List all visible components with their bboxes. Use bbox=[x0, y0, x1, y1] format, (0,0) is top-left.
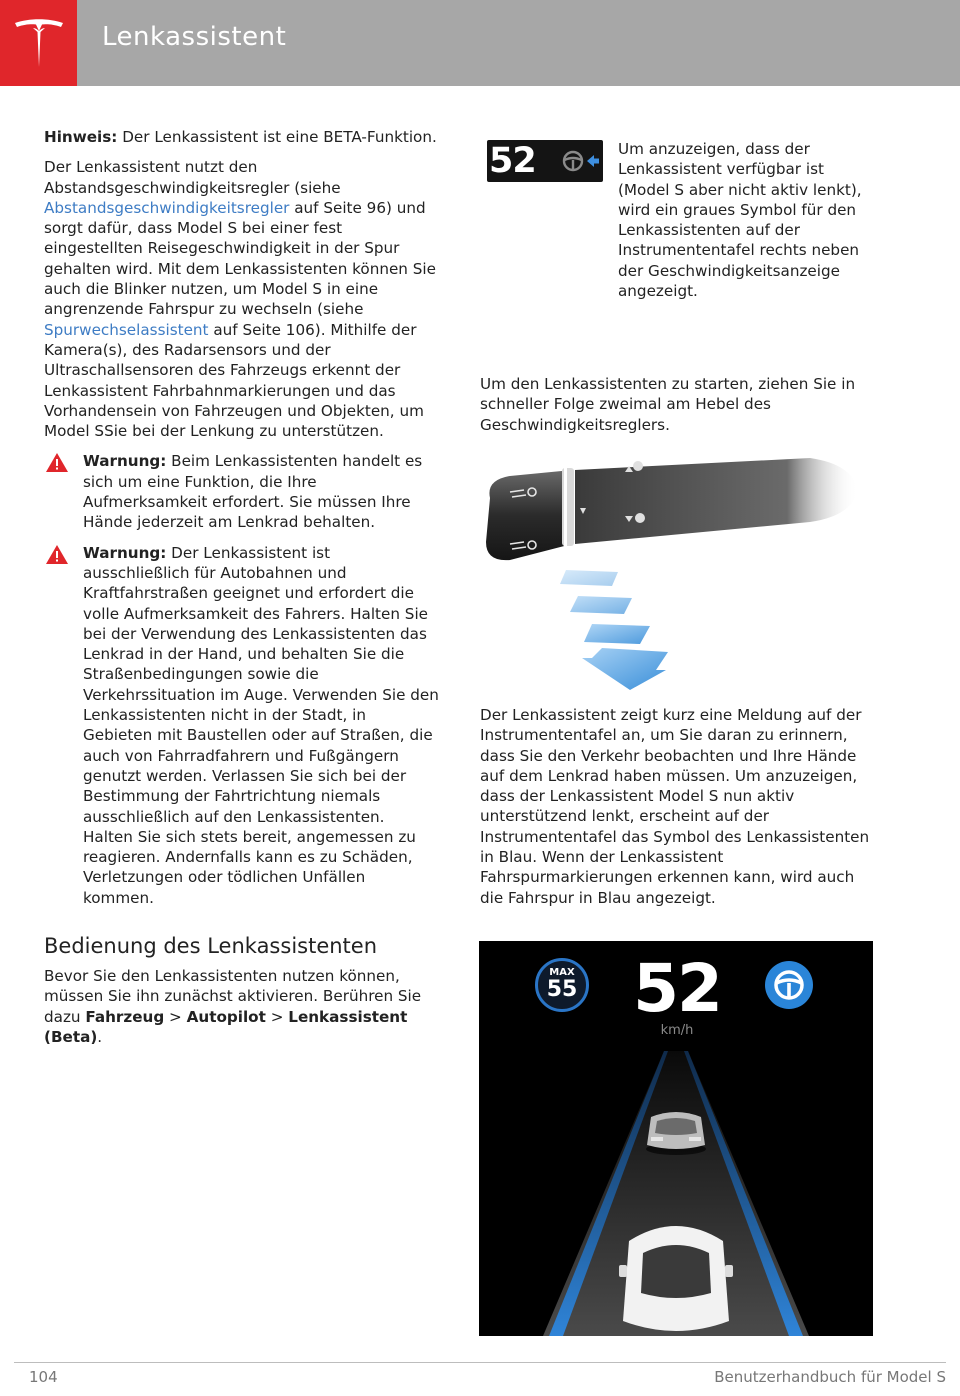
lead-vehicle bbox=[646, 1112, 706, 1155]
active-steering-description: Der Lenkassistent zeigt kurz eine Meldung auf der Instrumententafel an, um Sie daran zu erinnern, dass Sie den Verkehr beobachten und Ihre Hände auf dem Lenkrad haben müssen. Um anzuzeigen, dass der Lenkassistent Model S nun aktiv unterstützend lenkt, erscheint auf der Instrumententafel das Symbol des Lenkassistenten in Blau. Wenn der Lenkassistent Fahrspurmarkierungen erkennen kann, wird auch die Fahrspur in Blau angezeigt. bbox=[480, 706, 870, 907]
cruise-lever-illustration bbox=[480, 452, 873, 690]
note-label: Hinweis: bbox=[44, 128, 118, 146]
menu-separator: > bbox=[265, 1007, 289, 1026]
left-column bbox=[44, 127, 439, 1057]
tesla-logo-icon bbox=[13, 19, 65, 69]
menu-path-autosteer: Lenkassistent (Beta) bbox=[44, 1007, 408, 1046]
note-text: Der Lenkassistent ist eine BETA-Funktion. bbox=[117, 128, 437, 146]
section-paragraph bbox=[44, 966, 439, 1047]
footer-divider bbox=[14, 1362, 946, 1363]
page-number: 104 bbox=[29, 1368, 58, 1386]
warning-text: Der Lenkassistent ist ausschließlich für Autobahnen und Kraftfahrstraßen geeignet und erfordert die volle Aufmerksamkeit des Fahrers. Halten Sie bei der Verwendung des Lenkassistenten das Lenkrad in der Hand, und behalten Sie die Straßenbedingungen sowie die Verkehrssituation im Auge. Verwenden Sie den Lenkassistenten nicht in der Stadt, in Gebieten mit Baustellen oder auf Straßen, die auch von Fahrradfahrern und Fußgängern genutzt werden. Verlassen Sie sich bei der Bestimmung der Fahrtrichtung niemals ausschließlich auf den Lenkassistenten. Halten Sie sich stets bereit, angemessen zu reagieren. Andernfalls kann es zu Schäden, Verletzungen oder tödlichen Unfällen kommen. bbox=[83, 543, 439, 907]
sentence-end: . bbox=[97, 1027, 103, 1046]
warning-highway bbox=[44, 543, 439, 908]
speed-limit-badge bbox=[535, 958, 589, 1012]
grey-icon-description: Um anzuzeigen, dass der Lenkassistent verfügbar ist (Model S aber nicht aktiv lenkt), wird ein graues Symbol für den Lenkassistenten auf der Instrumententafel rechts neben der Geschwindigkeitsanzeige angezeigt. bbox=[618, 140, 862, 301]
intro-end: auf Seite 106). Mithilfe der Kamera(s), des Radarsensors und der Ultraschallsensoren des Fahrzeugs erkennt der Lenkassistent Fahrbahnmarkierungen und das Vorhandensein von Fahrzeugen und Objekten, um Model SSie bei der Lenkung zu unterstützen. bbox=[44, 320, 424, 441]
warning-triangle-icon bbox=[45, 452, 69, 473]
page-header bbox=[0, 0, 960, 86]
warning-triangle-icon bbox=[45, 544, 69, 565]
page-title: Lenkassistent bbox=[102, 22, 287, 52]
warning-label: Warnung: bbox=[83, 452, 167, 471]
start-instruction: Um den Lenkassistenten zu starten, ziehen Sie in schneller Folge zweimal am Hebel des Geschwindigkeitsreglers. bbox=[480, 375, 856, 434]
warning-hands bbox=[44, 451, 439, 532]
speed-value: 52 bbox=[489, 141, 536, 181]
warning-text: Beim Lenkassistenten handelt es sich um eine Funktion, die Ihre Aufmerksamkeit erfordert. Sie müssen Ihre Hände jederzeit am Lenkrad behalten. bbox=[83, 452, 423, 532]
warning-label: Warnung: bbox=[83, 543, 167, 562]
intro-paragraph bbox=[44, 157, 439, 441]
section-heading: Bedienung des Lenkassistenten bbox=[44, 933, 378, 958]
menu-path-vehicle: Fahrzeug bbox=[85, 1007, 165, 1026]
speed-limit-label: MAX bbox=[549, 967, 575, 978]
section-text: Bevor Sie den Lenkassistenten nutzen können, müssen Sie ihn zunächst aktivieren. Berühren Sie dazu bbox=[44, 966, 422, 1026]
instrument-panel-figure bbox=[479, 941, 873, 1336]
beta-note bbox=[44, 127, 439, 147]
steering-wheel-icon bbox=[764, 960, 814, 1010]
manual-title: Benutzerhandbuch für Model S bbox=[714, 1368, 946, 1386]
speed-limit-value: 55 bbox=[546, 977, 578, 1002]
speed-display-figure bbox=[487, 140, 603, 182]
steering-wheel-icon bbox=[561, 149, 601, 173]
intro-middle: auf Seite 96) und sorgt dafür, dass Model S bei einer fest eingestellten Reisegeschwindigkeit in der Spur gehalten wird. Mit dem Lenkassistenten können Sie auch die Blinker nutzen, um Model S in eine angrenzende Fahrspur zu wechseln (siehe bbox=[44, 198, 436, 319]
link-spurwechselassistent[interactable]: Spurwechselassistent bbox=[44, 320, 209, 339]
menu-path-autopilot: Autopilot bbox=[186, 1007, 266, 1026]
menu-separator: > bbox=[164, 1007, 187, 1026]
intro-prefix: Der Lenkassistent nutzt den Abstandsgeschwindigkeitsregler (siehe bbox=[44, 158, 341, 197]
speed-unit: km/h bbox=[660, 1023, 694, 1038]
current-speed: 52 bbox=[633, 950, 721, 1027]
own-vehicle bbox=[619, 1226, 733, 1331]
brand-logo bbox=[0, 0, 77, 86]
link-abstandsgeschwindigkeitsregler[interactable]: Abstandsgeschwindigkeitsregler bbox=[44, 198, 290, 217]
